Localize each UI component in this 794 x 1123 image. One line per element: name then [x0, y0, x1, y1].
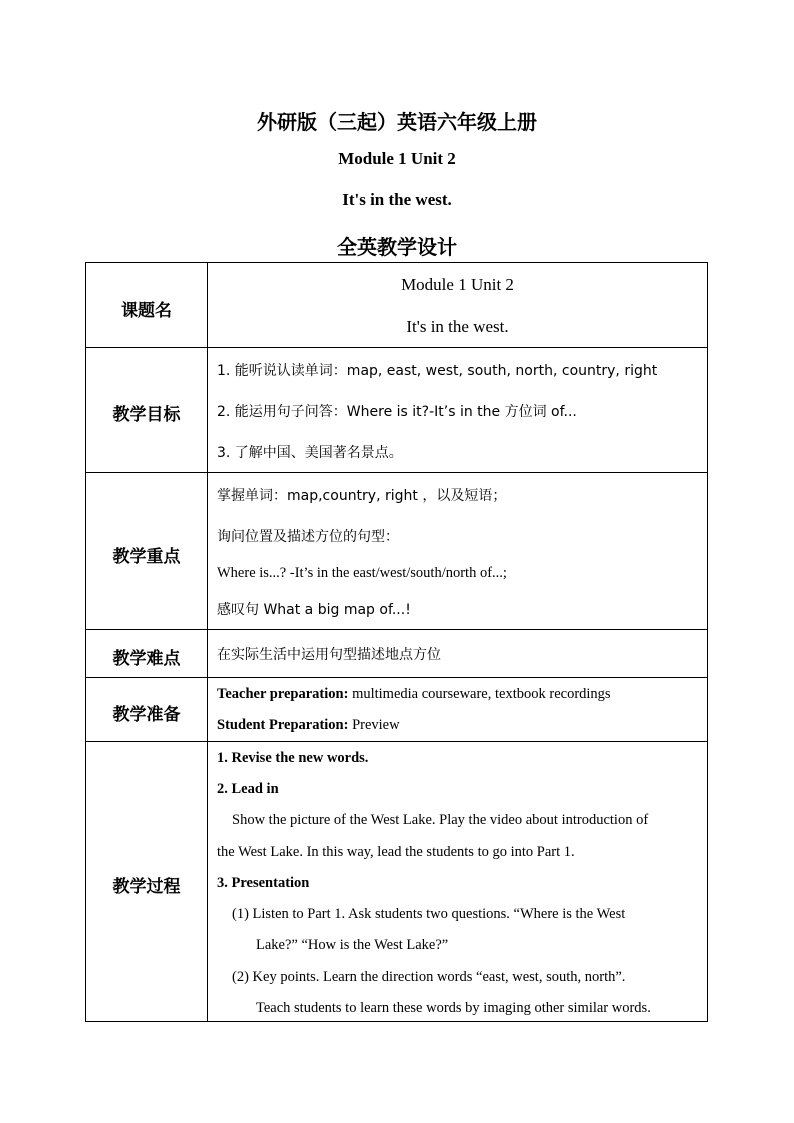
- objective-item: 1. 能听说认读单词：map, east, west, south, north, country, right: [217, 363, 658, 379]
- row-divider: [86, 677, 707, 678]
- process-step-2-text: the West Lake. In this way, lead the students to go into Part 1.: [217, 844, 575, 860]
- topic-line-2: It's in the west.: [406, 317, 509, 336]
- column-divider: [207, 263, 208, 1021]
- focus-item: 掌握单词：map,country, right ，以及短语；: [217, 488, 507, 504]
- focus-item: Where is...? -It’s in the east/west/south/north of...;: [217, 565, 507, 581]
- row-divider: [86, 472, 707, 473]
- module-heading: Module 1 Unit 2: [338, 149, 456, 168]
- focus-item: 询问位置及描述方位的句型：: [217, 529, 399, 545]
- row-divider: [86, 629, 707, 630]
- difficulty-label: 教学难点: [112, 649, 181, 669]
- teacher-prep-label: Teacher preparation:: [217, 686, 349, 702]
- row-divider: [86, 741, 707, 742]
- design-subtitle: 全英教学设计: [337, 235, 457, 259]
- process-step-2-text: Show the picture of the West Lake. Play the video about introduction of: [232, 812, 649, 828]
- difficulty-text: 在实际生活中运用句型描述地点方位: [217, 647, 441, 663]
- focus-label: 教学重点: [112, 547, 181, 567]
- teacher-preparation: [217, 684, 699, 704]
- process-label: 教学过程: [112, 877, 181, 897]
- process-step-2: 2. Lead in: [217, 781, 279, 797]
- process-item-1: (1) Listen to Part 1. Ask students two questions. “Where is the West: [232, 906, 626, 922]
- student-prep-text: Preview: [352, 717, 400, 733]
- lesson-heading: It's in the west.: [342, 190, 452, 209]
- row-divider: [86, 347, 707, 348]
- topic-line-1: Module 1 Unit 2: [401, 275, 514, 294]
- focus-item: 感叹句 What a big map of...!: [217, 602, 411, 618]
- student-preparation: [217, 715, 699, 735]
- lesson-plan-table: [85, 262, 708, 1022]
- objective-item: 3. 了解中国、美国著名景点。: [217, 445, 403, 461]
- objective-item: 2. 能运用句子问答：Where is it?-It’s in the 方位词 of...: [217, 404, 577, 420]
- topic-label: 课题名: [121, 301, 172, 321]
- process-step-1: 1. Revise the new words.: [217, 750, 369, 766]
- process-item-2-cont: Teach students to learn these words by imaging other similar words.: [256, 1000, 651, 1016]
- student-prep-label: Student Preparation:: [217, 717, 349, 733]
- process-item-1-cont: Lake?” “How is the West Lake?”: [256, 937, 449, 953]
- preparation-label: 教学准备: [112, 705, 181, 725]
- objectives-label: 教学目标: [112, 405, 181, 425]
- process-step-3: 3. Presentation: [217, 875, 310, 891]
- document-title: 外研版（三起）英语六年级上册: [257, 110, 537, 134]
- process-item-2: (2) Key points. Learn the direction words “east, west, south, north”.: [232, 969, 626, 985]
- teacher-prep-text: multimedia courseware, textbook recordings: [352, 686, 611, 702]
